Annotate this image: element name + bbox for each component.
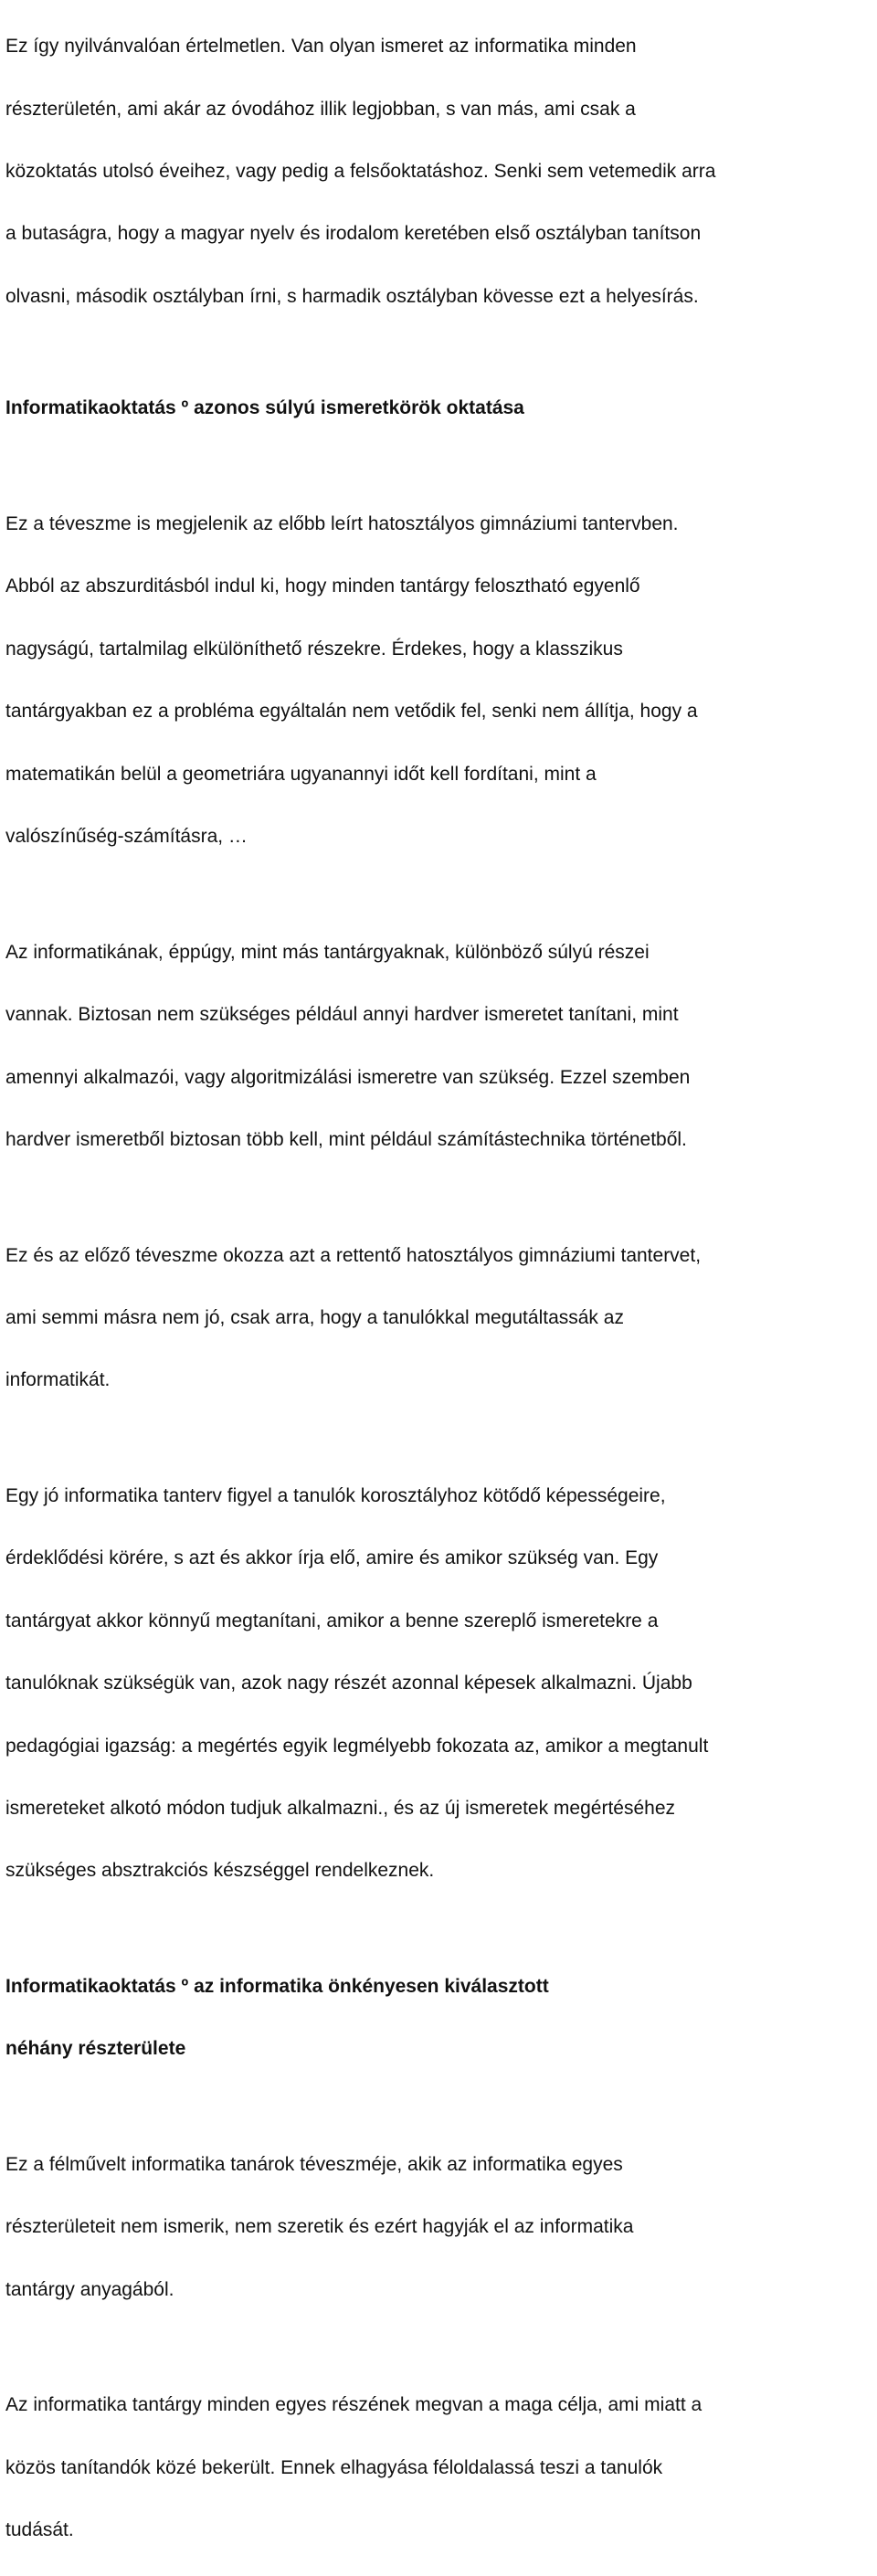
text-line: Az informatikának, éppúgy, mint más tantárgyaknak, különböző súlyú részei xyxy=(5,941,650,963)
text-line: részterületeit nem ismerik, nem szeretik és ezért hagyják el az informatika xyxy=(5,2216,634,2238)
text-line: hardver ismeretből biztosan több kell, mint például számítástechnika történetből. xyxy=(5,1128,687,1150)
paragraph-2 xyxy=(5,478,870,884)
paragraph-1 xyxy=(5,0,870,343)
text-line: Abból az abszurditásból indul ki, hogy minden tantárgy felosztható egyenlő xyxy=(5,575,640,597)
heading-line: Informatikaoktatás º azonos súlyú ismeretkörök oktatása xyxy=(5,397,524,419)
paragraph-3 xyxy=(5,905,870,1187)
section-heading-1 xyxy=(5,362,870,456)
text-line: ami semmi másra nem jó, csak arra, hogy a tanulókkal megutáltassák az xyxy=(5,1306,624,1328)
paragraph-5 xyxy=(5,1450,870,1918)
text-line: szükséges absztrakciós készséggel rendelkeznek. xyxy=(5,1860,435,1882)
text-line: tudását. xyxy=(5,2519,74,2541)
text-line: Az informatika tantárgy minden egyes részének megvan a maga célja, ami miatt a xyxy=(5,2394,703,2416)
text-line: amennyi alkalmazói, vagy algoritmizálási ismeretre van szükség. Ezzel szemben xyxy=(5,1066,691,1088)
text-line: nagyságú, tartalmilag elkülöníthető részekre. Érdekes, hogy a klasszikus xyxy=(5,638,623,660)
text-line: érdeklődési körére, s azt és akkor írja elő, amire és amikor szükség van. Egy xyxy=(5,1547,659,1569)
text-line: közoktatás utolsó éveihez, vagy pedig a felsőoktatáshoz. Senki sem vetemedik arra xyxy=(5,161,716,183)
document-page xyxy=(5,0,870,2576)
text-line: tanulóknak szükségük van, azok nagy részét azonnal képesek alkalmazni. Újabb xyxy=(5,1673,692,1694)
text-line: közös tanítandók közé bekerült. Ennek elhagyása féloldalassá teszi a tanulók xyxy=(5,2456,663,2478)
text-line: informatikát. xyxy=(5,1369,111,1391)
text-line: Ez így nyilvánvalóan értelmetlen. Van olyan ismeret az informatika minden xyxy=(5,36,637,58)
section-heading-2 xyxy=(5,1940,870,2096)
text-line: tantárgyakban ez a probléma egyáltalán nem vetődik fel, senki nem állítja, hogy a xyxy=(5,701,698,723)
text-line: Ez a félművelt informatika tanárok téveszméje, akik az informatika egyes xyxy=(5,2154,623,2175)
text-line: a butaságra, hogy a magyar nyelv és irodalom keretében első osztályban tanítson xyxy=(5,223,702,245)
text-line: Ez a téveszme is megjelenik az előbb leírt hatosztályos gimnáziumi tantervben. xyxy=(5,513,679,535)
text-line: részterületén, ami akár az óvodához illik legjobban, s van más, ami csak a xyxy=(5,98,636,120)
heading-line: néhány részterülete xyxy=(5,2038,186,2060)
text-line: tantárgy anyagából. xyxy=(5,2278,174,2300)
text-line: Egy jó informatika tanterv figyel a tanulók korosztályhoz kötődő képességeire, xyxy=(5,1484,666,1506)
text-line: valószínűség-számításra, … xyxy=(5,826,248,848)
text-line: Ez és az előző téveszme okozza azt a rettentő hatosztályos gimnáziumi tantervet, xyxy=(5,1244,702,1266)
paragraph-7 xyxy=(5,2359,870,2576)
paragraph-6 xyxy=(5,2118,870,2337)
text-line: ismereteket alkotó módon tudjuk alkalmazni., és az új ismeretek megértéséhez xyxy=(5,1797,676,1819)
paragraph-4 xyxy=(5,1209,870,1427)
text-line: vannak. Biztosan nem szükséges például annyi hardver ismeretet tanítani, mint xyxy=(5,1004,679,1026)
text-line: pedagógiai igazság: a megértés egyik legmélyebb fokozata az, amikor a megtanult xyxy=(5,1735,709,1757)
heading-line: Informatikaoktatás º az informatika önkényesen kiválasztott xyxy=(5,1975,549,1997)
text-line: olvasni, második osztályban írni, s harmadik osztályban kövesse ezt a helyesírás. xyxy=(5,285,699,307)
text-line: tantárgyat akkor könnyű megtanítani, amikor a benne szereplő ismeretekre a xyxy=(5,1610,659,1631)
text-line: matematikán belül a geometriára ugyanannyi időt kell fordítani, mint a xyxy=(5,763,597,785)
